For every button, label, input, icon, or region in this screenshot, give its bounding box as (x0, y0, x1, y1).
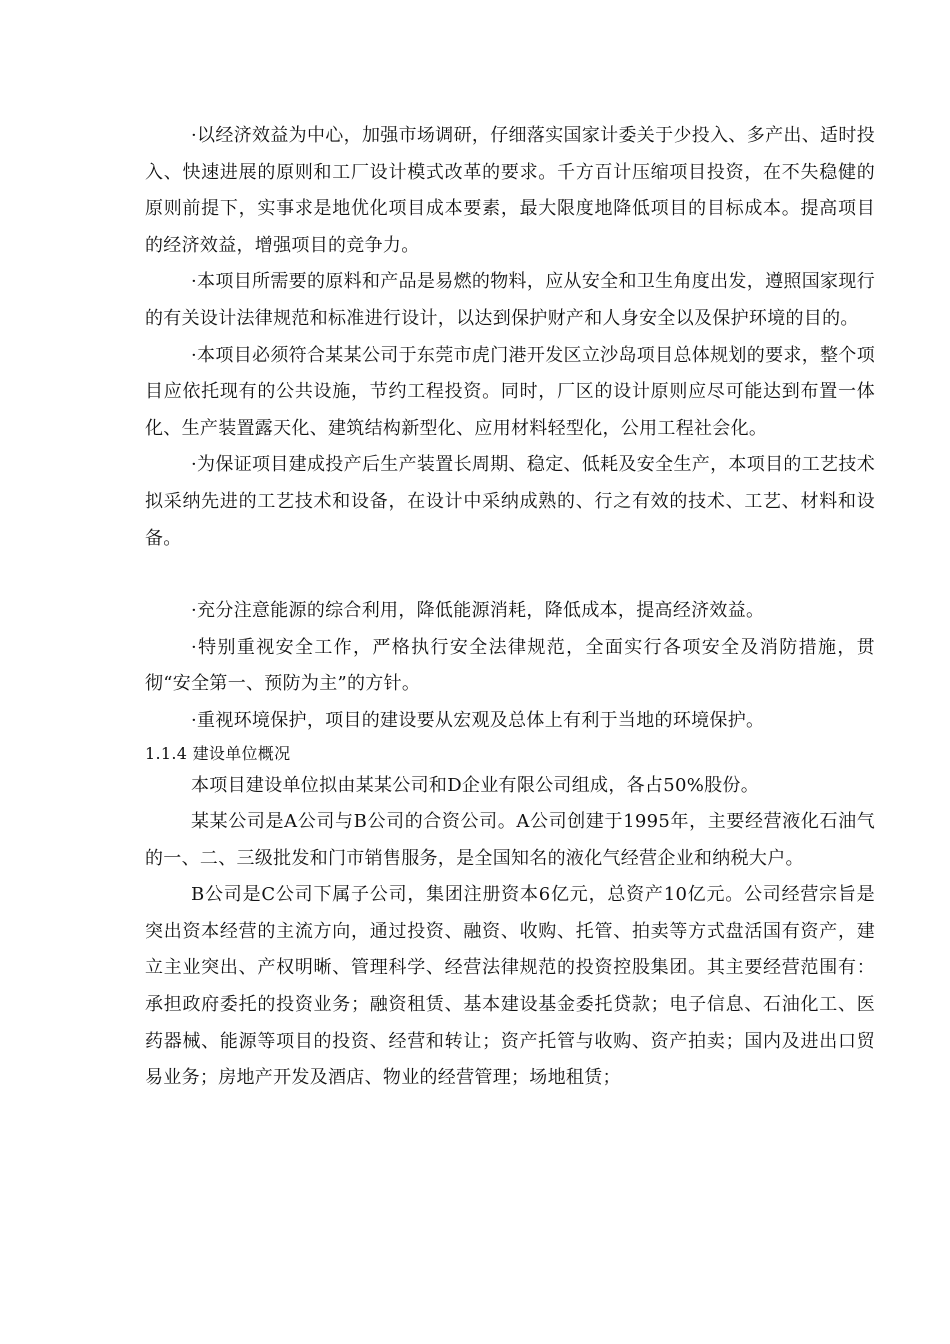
principle-paragraph: ·以经济效益为中心，加强市场调研，仔细落实国家计委关于少投入、多产出、适时投入、快速进展的原则和工厂设计模式改革的要求。千方百计压缩项目投资，在不失稳健的原则前提下，实事求是地优化项目成本要素，最大限度地降低项目的目标成本。提高项目的经济效益，增强项目的竞争力。 (145, 125, 875, 256)
paragraph-gap (145, 557, 875, 593)
principle-paragraph: ·特别重视安全工作，严格执行安全法律规范，全面实行各项安全及消防措施，贯彻“安全第一、预防为主”的方针。 (145, 636, 875, 695)
principle-paragraph: ·本项目所需要的原料和产品是易燃的物料，应从安全和卫生角度出发，遵照国家现行的有关设计法律规范和标准进行设计，以达到保护财产和人身安全以及保护环境的目的。 (145, 271, 875, 329)
principle-paragraph: ·本项目必须符合某某公司于东莞市虎门港开发区立沙岛项目总体规划的要求，整个项目应依托现有的公共设施，节约工程投资。同时，厂区的设计原则应尽可能达到布置一体化、生产装置露天化、建筑结构新型化、应用材料轻型化，公用工程社会化。 (145, 344, 875, 439)
principle-paragraph: ·重视环境保护，项目的建设要从宏观及总体上有利于当地的环境保护。 (191, 709, 765, 731)
section-heading: 1.1.4 建设单位概况 (145, 743, 291, 763)
overview-paragraph: 本项目建设单位拟由某某公司和D企业有限公司组成，各占50%股份。 (191, 774, 760, 796)
overview-paragraph: 某某公司是A公司与B公司的合资公司。A公司创建于1995年，主要经营液化石油气的一、二、三级批发和门市销售服务，是全国知名的液化气经营企业和纳税大户。 (145, 811, 875, 869)
design-principles-block (145, 118, 875, 1097)
principle-paragraph: ·充分注意能源的综合利用，降低能源消耗，降低成本，提高经济效益。 (191, 600, 765, 622)
principle-paragraph: ·为保证项目建成投产后生产装置长周期、稳定、低耗及安全生产，本项目的工艺技术拟采纳先进的工艺技术和设备，在设计中采纳成熟的、行之有效的技术、工艺、材料和设备。 (145, 454, 875, 549)
overview-paragraph: B公司是C公司下属子公司，集团注册资本6亿元，总资产10亿元。公司经营宗旨是突出资本经营的主流方向，通过投资、融资、收购、托管、拍卖等方式盘活国有资产，建立主业突出、产权明晰、管理科学、经营法律规范的投资控股集团。其主要经营范围有：承担政府委托的投资业务；融资租赁、基本建设基金委托贷款；电子信息、石油化工、医药器械、能源等项目的投资、经营和转让；资产托管与收购、资产拍卖；国内及进出口贸易业务；房地产开发及酒店、物业的经营管理；场地租赁； (145, 884, 875, 1089)
